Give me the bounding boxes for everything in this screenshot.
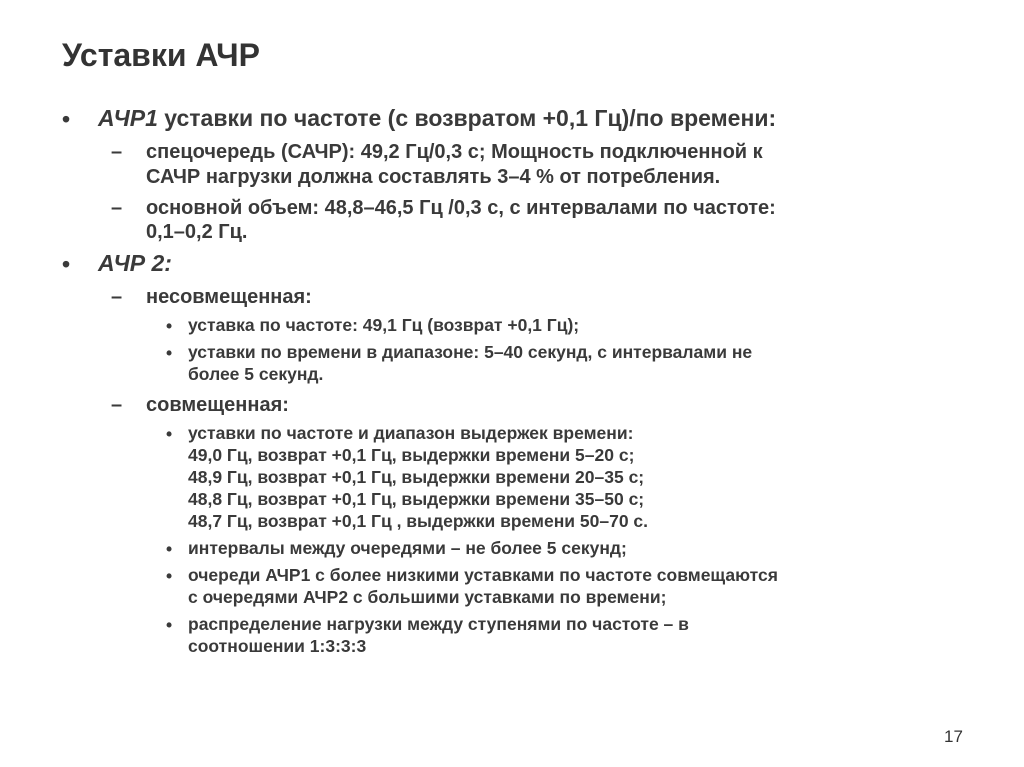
dash-marker: –: [111, 286, 123, 308]
aligned-item1-line1: уставки по частоте и диапазон выдержек времени:: [188, 423, 634, 443]
dash-marker: –: [111, 141, 123, 163]
sub-bullet-marker: •: [166, 566, 173, 586]
aligned-item1-line5: 48,7 Гц, возврат +0,1 Гц , выдержки времени 50–70 с.: [188, 511, 649, 531]
dash-marker: –: [111, 394, 123, 416]
nonaligned-item1: уставка по частоте: 49,1 Гц (возврат +0,1 Гц);: [188, 315, 580, 335]
achr1-special-line2: САЧР нагрузки должна составлять 3–4 % от потребления.: [146, 166, 721, 188]
achr1-label: АЧР1: [98, 105, 158, 131]
nonaligned-item2-line2: более 5 секунд.: [188, 364, 324, 384]
bullet-marker: •: [62, 106, 71, 132]
aligned-item1-line4: 48,8 Гц, возврат +0,1 Гц, выдержки времени 35–50 с;: [188, 489, 645, 509]
achr1-text: уставки по частоте (с возвратом +0,1 Гц)/по времени:: [157, 105, 777, 131]
sub-bullet-marker: •: [166, 424, 173, 444]
dash-marker: –: [111, 197, 123, 219]
achr2-aligned-label: совмещенная:: [146, 394, 289, 416]
sub-bullet-marker: •: [166, 615, 173, 635]
page-number: 17: [944, 727, 963, 746]
slide-title: Уставки АЧР: [62, 37, 260, 73]
sub-bullet-marker: •: [166, 316, 173, 336]
sub-bullet-marker: •: [166, 343, 173, 363]
aligned-item2: интервалы между очередями – не более 5 секунд;: [188, 538, 627, 558]
achr1-main-line2: 0,1–0,2 Гц.: [146, 221, 248, 243]
bullet-achr2: АЧР 2:: [98, 250, 172, 276]
aligned-item4-line1: распределение нагрузки между ступенями по частоте – в: [188, 614, 689, 634]
achr2-nonaligned-label: несовмещенная:: [146, 286, 312, 308]
achr1-special-line1: спецочередь (САЧР): 49,2 Гц/0,3 с; Мощность подключенной к: [146, 141, 763, 163]
aligned-item1-line2: 49,0 Гц, возврат +0,1 Гц, выдержки времени 5–20 с;: [188, 445, 635, 465]
aligned-item4-line2: соотношении 1:3:3:3: [188, 636, 367, 656]
aligned-item3-line1: очереди АЧР1 с более низкими уставками по частоте совмещаются: [188, 565, 778, 585]
aligned-item1-line3: 48,9 Гц, возврат +0,1 Гц, выдержки времени 20–35 с;: [188, 467, 645, 487]
nonaligned-item2-line1: уставки по времени в диапазоне: 5–40 секунд, с интервалами не: [188, 342, 753, 362]
sub-bullet-marker: •: [166, 539, 173, 559]
achr1-main-line1: основной объем: 48,8–46,5 Гц /0,3 с, с интервалами по частоте:: [146, 197, 776, 219]
bullet-marker: •: [62, 251, 71, 277]
bullet-achr1: [98, 105, 776, 132]
aligned-item3-line2: с очередями АЧР2 с большими уставками по времени;: [188, 587, 667, 607]
